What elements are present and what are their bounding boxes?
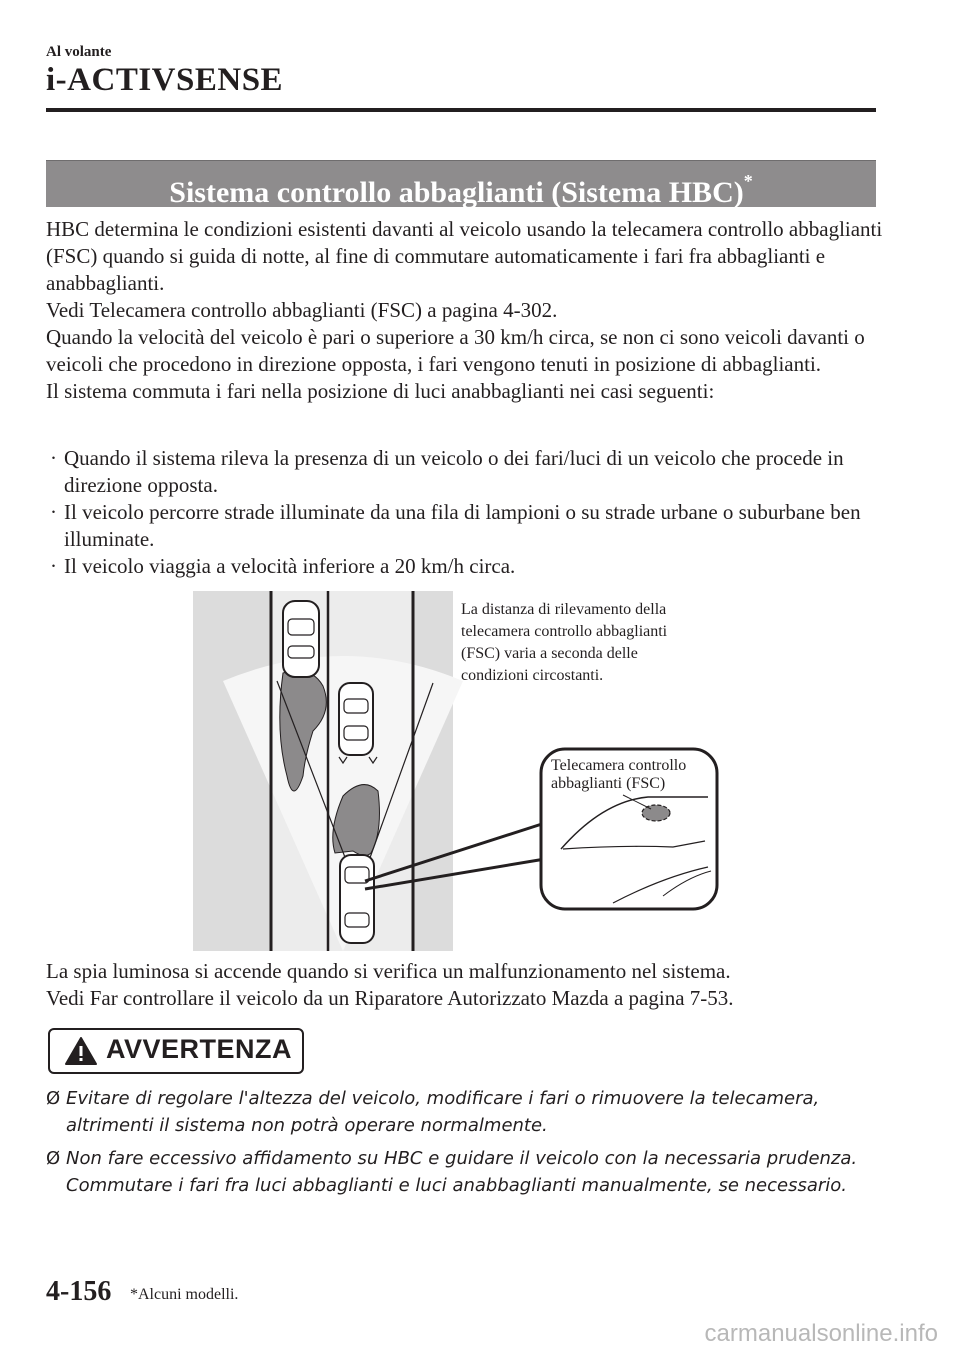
warning-text: Evitare di regolare l'altezza del veicolo, modificare i fari o rimuovere la telecamera, altrimenti il sistema non potrà operare normalmente. bbox=[66, 1088, 820, 1136]
camera-label-line: Telecamera controllo bbox=[551, 757, 687, 774]
range-note-line: La distanza di rilevamento della bbox=[461, 601, 667, 618]
fsc-camera-marker bbox=[642, 805, 670, 821]
body-paragraph: Vedi Far controllare il veicolo da un Riparatore Autorizzato Mazda a pagina 7-53. bbox=[46, 986, 734, 1010]
arrow-bullet-icon: Ø bbox=[46, 1148, 61, 1169]
section-label: Al volante bbox=[46, 44, 112, 60]
watermark: carmanualsonline.info bbox=[704, 1320, 938, 1347]
range-note-line: telecamera controllo abbaglianti bbox=[461, 623, 668, 640]
page-number: 4-156 bbox=[46, 1276, 112, 1307]
warning-item bbox=[46, 1145, 896, 1199]
warning-triangle-icon bbox=[64, 1036, 98, 1066]
body-paragraph: La spia luminosa si accende quando si verifica un malfunzionamento nel sistema. bbox=[46, 959, 731, 983]
own-car bbox=[340, 855, 374, 943]
intro-paragraph: Il sistema commuta i fari nella posizione di luci anabbaglianti nei casi seguenti: bbox=[46, 379, 715, 403]
warning-header bbox=[48, 1028, 304, 1074]
range-note-line: (FSC) varia a seconda delle bbox=[461, 645, 638, 662]
intro-text bbox=[46, 216, 886, 405]
list-item-text: Quando il sistema rileva la presenza di un veicolo o dei fari/luci di un veicolo che procede in direzione opposta. bbox=[64, 446, 844, 497]
chapter-title: i-ACTIVSENSE bbox=[46, 62, 284, 98]
range-note-line: condizioni circostanti. bbox=[461, 667, 604, 684]
bullet-dot: · bbox=[50, 554, 57, 578]
oncoming-car bbox=[283, 601, 319, 677]
list-item-text: Il veicolo viaggia a velocità inferiore a 20 km/h circa. bbox=[64, 554, 516, 578]
conditions-list bbox=[46, 445, 886, 580]
list-item bbox=[46, 499, 886, 553]
section-banner bbox=[46, 160, 876, 207]
hbc-illustration bbox=[193, 591, 721, 951]
warning-list bbox=[46, 1085, 896, 1205]
banner-title: Sistema controllo abbaglianti (Sistema HBC) bbox=[169, 176, 744, 209]
range-note bbox=[461, 599, 667, 687]
camera-label bbox=[551, 757, 686, 793]
intro-paragraph: Quando la velocità del veicolo è pari o superiore a 30 km/h circa, se non ci sono veicoli davanti o veicoli che procedono in direzione opposta, i fari vengono tenuti in posizione di abbaglianti. bbox=[46, 325, 865, 376]
intro-paragraph: Vedi Telecamera controllo abbaglianti (FSC) a pagina 4-302. bbox=[46, 298, 558, 322]
banner-marker: * bbox=[743, 171, 753, 191]
footnote: *Alcuni modelli. bbox=[130, 1286, 239, 1303]
warning-item bbox=[46, 1085, 896, 1139]
header-divider bbox=[46, 108, 876, 112]
camera-label-line: abbaglianti (FSC) bbox=[551, 775, 666, 792]
bullet-dot: · bbox=[50, 446, 57, 470]
malfunction-text bbox=[46, 958, 886, 1012]
list-item bbox=[46, 445, 886, 499]
intro-paragraph: HBC determina le condizioni esistenti davanti al veicolo usando la telecamera controllo abbaglianti (FSC) quando si guida di notte, al fine di commutare automaticamente i fari fra abbaglianti e anabbaglianti. bbox=[46, 217, 883, 295]
warning-text: Non fare eccessivo affidamento su HBC e guidare il veicolo con la necessaria prudenza. Commutare i fari fra luci abbaglianti e luci anabbaglianti manualmente, se necessario. bbox=[66, 1148, 858, 1196]
list-item bbox=[46, 553, 886, 580]
preceding-car bbox=[339, 683, 377, 763]
list-item-text: Il veicolo percorre strade illuminate da una fila di lampioni o su strade urbane o suburbane ben illuminate. bbox=[64, 500, 861, 551]
arrow-bullet-icon: Ø bbox=[46, 1088, 61, 1109]
warning-label: AVVERTENZA bbox=[106, 1034, 293, 1064]
bullet-dot: · bbox=[50, 500, 57, 524]
